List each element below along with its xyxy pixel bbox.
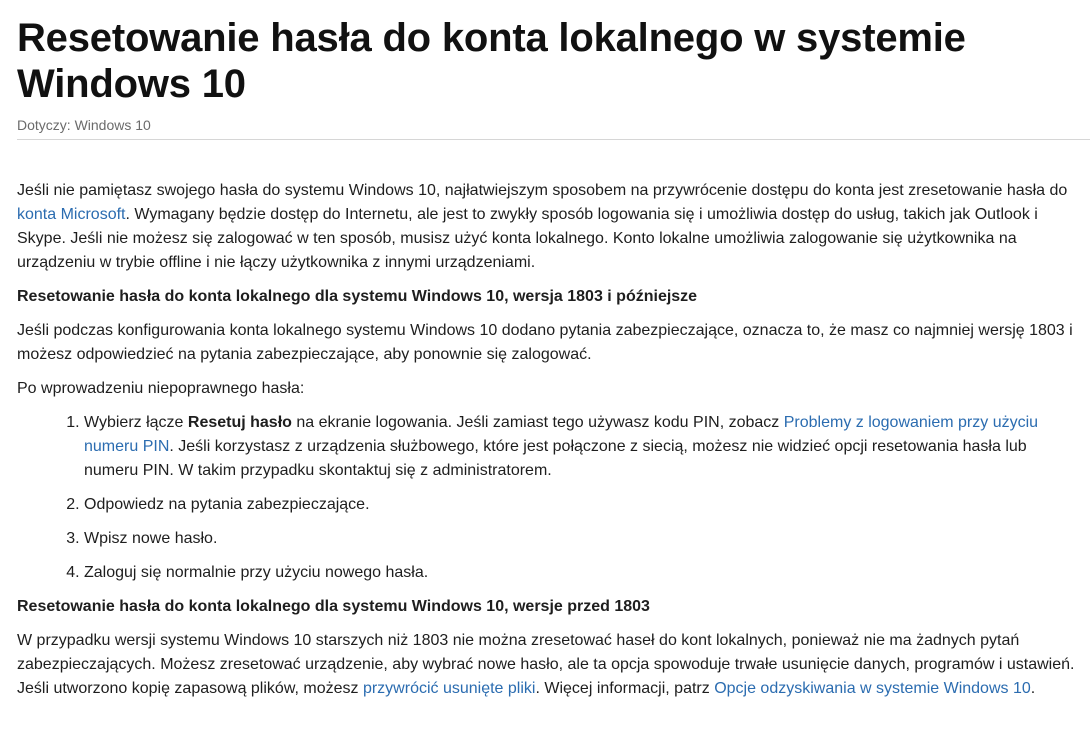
section2-text-end: . — [1030, 680, 1036, 697]
intro-text: Jeśli nie pamiętasz swojego hasła do systemu Windows 10, najłatwiejszym sposobem na przywrócenie dostępu do konta jest zresetowanie hasła do — [17, 182, 1068, 199]
step-item: 4. Zaloguj się normalnie przy użyciu nowego hasła. — [84, 561, 1082, 585]
recovery-options-link[interactable]: Opcje odzyskiwania w systemie Windows 10 — [714, 680, 1031, 697]
steps-list — [17, 411, 1082, 585]
intro-paragraph — [17, 179, 1082, 275]
step-item: 3. Wpisz nowe hasło. — [84, 527, 1082, 551]
step1-text: Wybierz łącze — [84, 414, 188, 431]
applies-to: Dotyczy: Windows 10 — [17, 117, 151, 133]
step1-text-continued: na ekranie logowania. Jeśli zamiast tego używasz kodu PIN, zobacz — [291, 414, 784, 431]
section2-text: W przypadku wersji systemu Windows 10 starszych niż 1803 nie można zresetować haseł do kont lokalnych, ponieważ nie ma żadnych pytań zabezpieczających. Możesz zresetować urządzenie, aby wybrać nowe hasło, ale ta opcja spowoduje trwałe usunięcie danych, programów i ustawień. Jeśli utworzono kopię zapasową plików, możesz — [17, 632, 1075, 697]
article-body — [17, 179, 1082, 701]
step1-text-end: . Jeśli korzystasz z urządzenia służbowego, które jest połączone z siecią, możesz nie widzieć opcji resetowania hasła lub numeru PIN. W takim przypadku skontaktuj się z administratorem. — [84, 438, 1027, 479]
page-title: Resetowanie hasła do konta lokalnego w systemie Windows 10 — [17, 16, 966, 106]
microsoft-account-link[interactable]: konta Microsoft — [17, 206, 126, 223]
step-item — [84, 411, 1082, 483]
section1-lead: Po wprowadzeniu niepoprawnego hasła: — [17, 380, 305, 397]
intro-text-continued: . Wymagany będzie dostęp do Internetu, ale jest to zwykły sposób logowania się i umożliwia dostęp do usług, takich jak Outlook i Skype. Jeśli nie możesz się zalogować w ten sposób, musisz użyć konta lokalnego. Konto lokalne umożliwia zalogowanie się użytkownika na urządzeniu w trybie offline i nie łączy użytkownika z innymi urządzeniami. — [17, 206, 1038, 271]
section2-paragraph — [17, 629, 1082, 701]
section-heading-1803: Resetowanie hasła do konta lokalnego dla systemu Windows 10, wersja 1803 i późniejsze — [17, 288, 698, 305]
divider — [17, 139, 1090, 140]
section-heading-pre-1803: Resetowanie hasła do konta lokalnego dla systemu Windows 10, wersje przed 1803 — [17, 598, 650, 615]
reset-password-label: Resetuj hasło — [187, 414, 292, 431]
section2-text-continued: . Więcej informacji, patrz — [535, 680, 715, 697]
step-item: 2. Odpowiedz na pytania zabezpieczające. — [84, 493, 1082, 517]
restore-files-link[interactable]: przywrócić usunięte pliki — [362, 680, 536, 697]
section1-paragraph: Jeśli podczas konfigurowania konta lokalnego systemu Windows 10 dodano pytania zabezpieczające, oznacza to, że masz co najmniej wersję 1803 i możesz odpowiedzieć na pytania zabezpieczające, aby ponownie się zalogować. — [17, 322, 1073, 363]
pin-problems-link[interactable]: Problemy z logowaniem przy użyciu numeru PIN — [84, 414, 1039, 455]
